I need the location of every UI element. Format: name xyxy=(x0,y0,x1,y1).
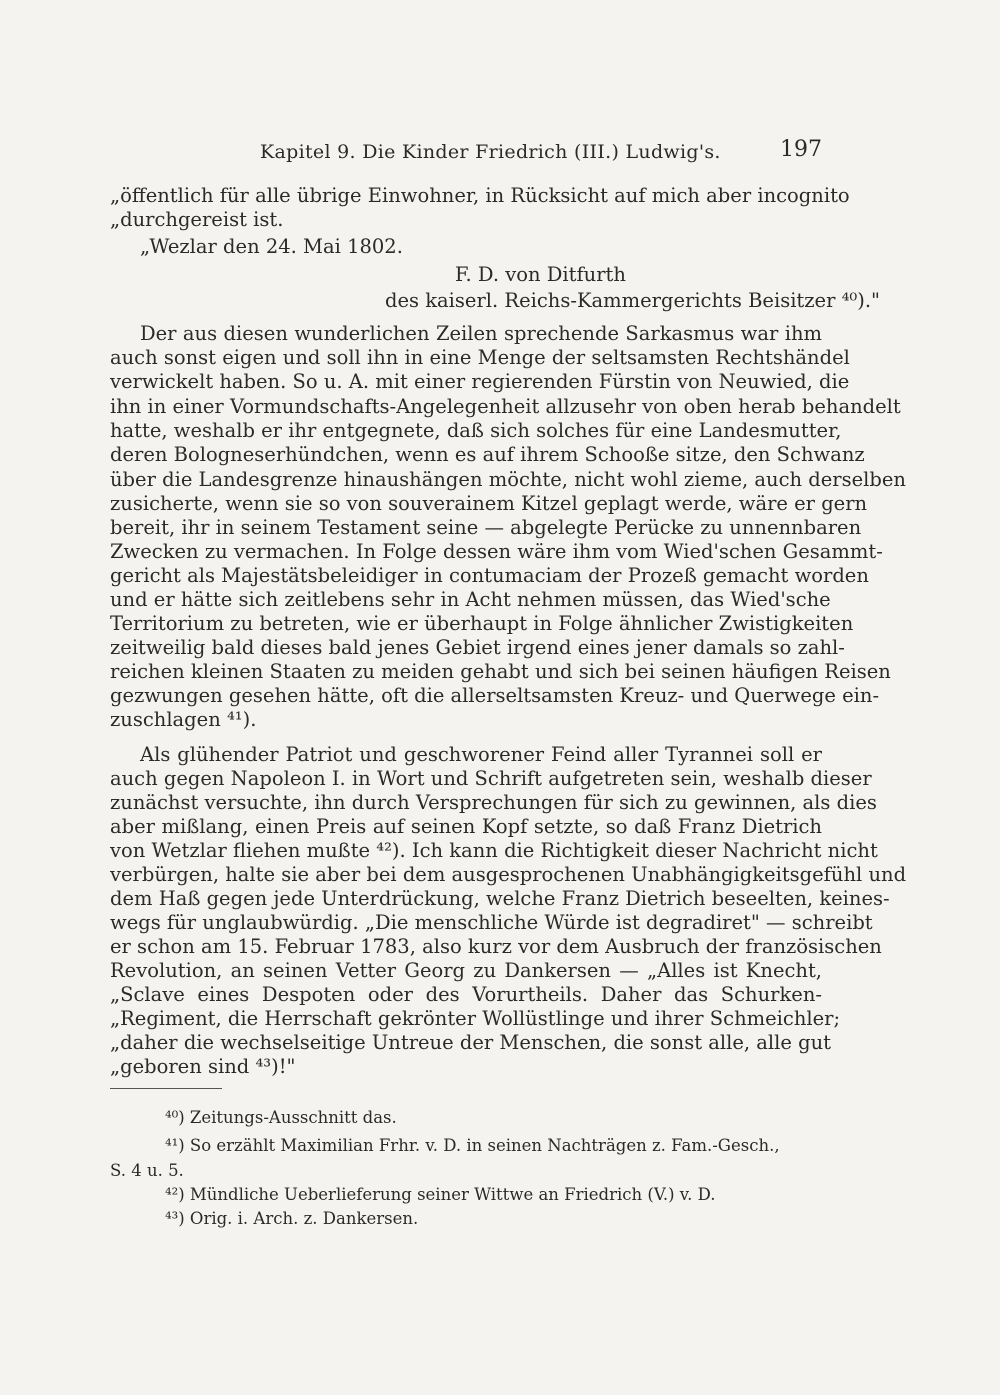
text-line: „geboren sind ⁴³)!" xyxy=(110,1055,296,1078)
text-line: zeitweilig bald dieses bald jenes Gebiet irgend eines jener damals so zahl- xyxy=(110,636,845,659)
signature-name: F. D. von Ditfurth xyxy=(455,263,626,286)
text-line: „durchgereist ist. xyxy=(110,208,284,231)
text-line: ihn in einer Vormundschafts-Angelegenheit allzusehr von oben herab behandelt xyxy=(110,395,901,418)
text-line: zuschlagen ⁴¹). xyxy=(110,708,257,731)
running-header xyxy=(110,137,822,171)
text-line: aber mißlang, einen Preis auf seinen Kopf setzte, so daß Franz Dietrich xyxy=(110,815,822,838)
text-line: „Regiment, die Herrschaft gekrönter Wollüstlinge und ihrer Schmeichler; xyxy=(110,1007,841,1030)
text-line: verwickelt haben. So u. A. mit einer regierenden Fürstin von Neuwied, die xyxy=(110,370,850,393)
text-line: auch sonst eigen und soll ihn in eine Menge der seltsamsten Rechtshändel xyxy=(110,346,850,369)
text-line: dem Haß gegen jede Unterdrückung, welche Franz Dietrich beseelten, keines- xyxy=(110,887,890,910)
text-line: er schon am 15. Februar 1783, also kurz vor dem Ausbruch der französischen xyxy=(110,935,882,958)
text-line: deren Bologneserhündchen, wenn es auf ihrem Schooße sitze, den Schwanz xyxy=(110,443,865,466)
text-line: gericht als Majestätsbeleidiger in contumaciam der Prozeß gemacht worden xyxy=(110,564,869,587)
footnote: ⁴³) Orig. i. Arch. z. Dankersen. xyxy=(165,1209,419,1228)
text-line: verbürgen, halte sie aber bei dem ausgesprochenen Unabhängigkeitsgefühl und xyxy=(110,863,907,886)
text-line: zunächst versuchte, ihn durch Versprechungen für sich zu gewinnen, als dies xyxy=(110,791,877,814)
footnote: ⁴²) Mündliche Ueberlieferung seiner Wittwe an Friedrich (V.) v. D. xyxy=(165,1185,716,1204)
signature-title: des kaiserl. Reichs-Kammergerichts Beisitzer ⁴⁰)." xyxy=(385,289,881,312)
page-number: 197 xyxy=(780,137,822,162)
text-line: „Wezlar den 24. Mai 1802. xyxy=(140,235,403,258)
text-line: „öffentlich für alle übrige Einwohner, in Rücksicht auf mich aber incognito xyxy=(110,184,850,207)
footnote: ⁴⁰) Zeitungs-Ausschnitt das. xyxy=(165,1108,397,1127)
text-line: über die Landesgrenze hinaushängen möchte, nicht wohl zieme, auch derselben xyxy=(110,468,906,491)
text-line: Zwecken zu vermachen. In Folge dessen wäre ihm vom Wied'schen Gesammt- xyxy=(110,540,883,563)
text-line: bereit, ihr in seinem Testament seine — abgelegte Perücke zu unnennbaren xyxy=(110,516,862,539)
footnote-continuation: S. 4 u. 5. xyxy=(110,1161,184,1180)
text-line: „daher die wechselseitige Untreue der Menschen, die sonst alle, alle gut xyxy=(110,1031,831,1054)
text-line: reichen kleinen Staaten zu meiden gehabt und sich bei seinen häufigen Reisen xyxy=(110,660,891,683)
text-line: auch gegen Napoleon I. in Wort und Schrift aufgetreten sein, weshalb dieser xyxy=(110,767,872,790)
text-line: „Sclave eines Despoten oder des Vorurtheils. Daher das Schurken- xyxy=(110,983,822,1006)
text-line: von Wetzlar fliehen mußte ⁴²). Ich kann die Richtigkeit dieser Nachricht nicht xyxy=(110,839,878,862)
paragraph-start: Der aus diesen wunderlichen Zeilen sprechende Sarkasmus war ihm xyxy=(140,322,822,345)
text-line: hatte, weshalb er ihr entgegnete, daß sich solches für eine Landesmutter, xyxy=(110,419,842,442)
text-line: wegs für unglaubwürdig. „Die menschliche Würde ist degradiret" — schreibt xyxy=(110,911,873,934)
text-line: Revolution, an seinen Vetter Georg zu Dankersen — „Alles ist Knecht, xyxy=(110,959,822,982)
text-line: Territorium zu betreten, wie er überhaupt in Folge ähnlicher Zwistigkeiten xyxy=(110,612,854,635)
paragraph-start: Als glühender Patriot und geschworener Feind aller Tyrannei soll er xyxy=(140,743,822,766)
footnote-divider xyxy=(110,1088,222,1089)
text-line: gezwungen gesehen hätte, oft die allerseltsamsten Kreuz- und Querwege ein- xyxy=(110,684,880,707)
text-line: zusicherte, wenn sie so von souverainem Kitzel geplagt werde, wäre er gern xyxy=(110,492,868,515)
footnote: ⁴¹) So erzählt Maximilian Frhr. v. D. in seinen Nachträgen z. Fam.-Gesch., xyxy=(165,1136,780,1155)
chapter-title: Kapitel 9. Die Kinder Friedrich (III.) Ludwig's. xyxy=(260,141,721,163)
text-line: und er hätte sich zeitlebens sehr in Acht nehmen müssen, das Wied'sche xyxy=(110,588,831,611)
